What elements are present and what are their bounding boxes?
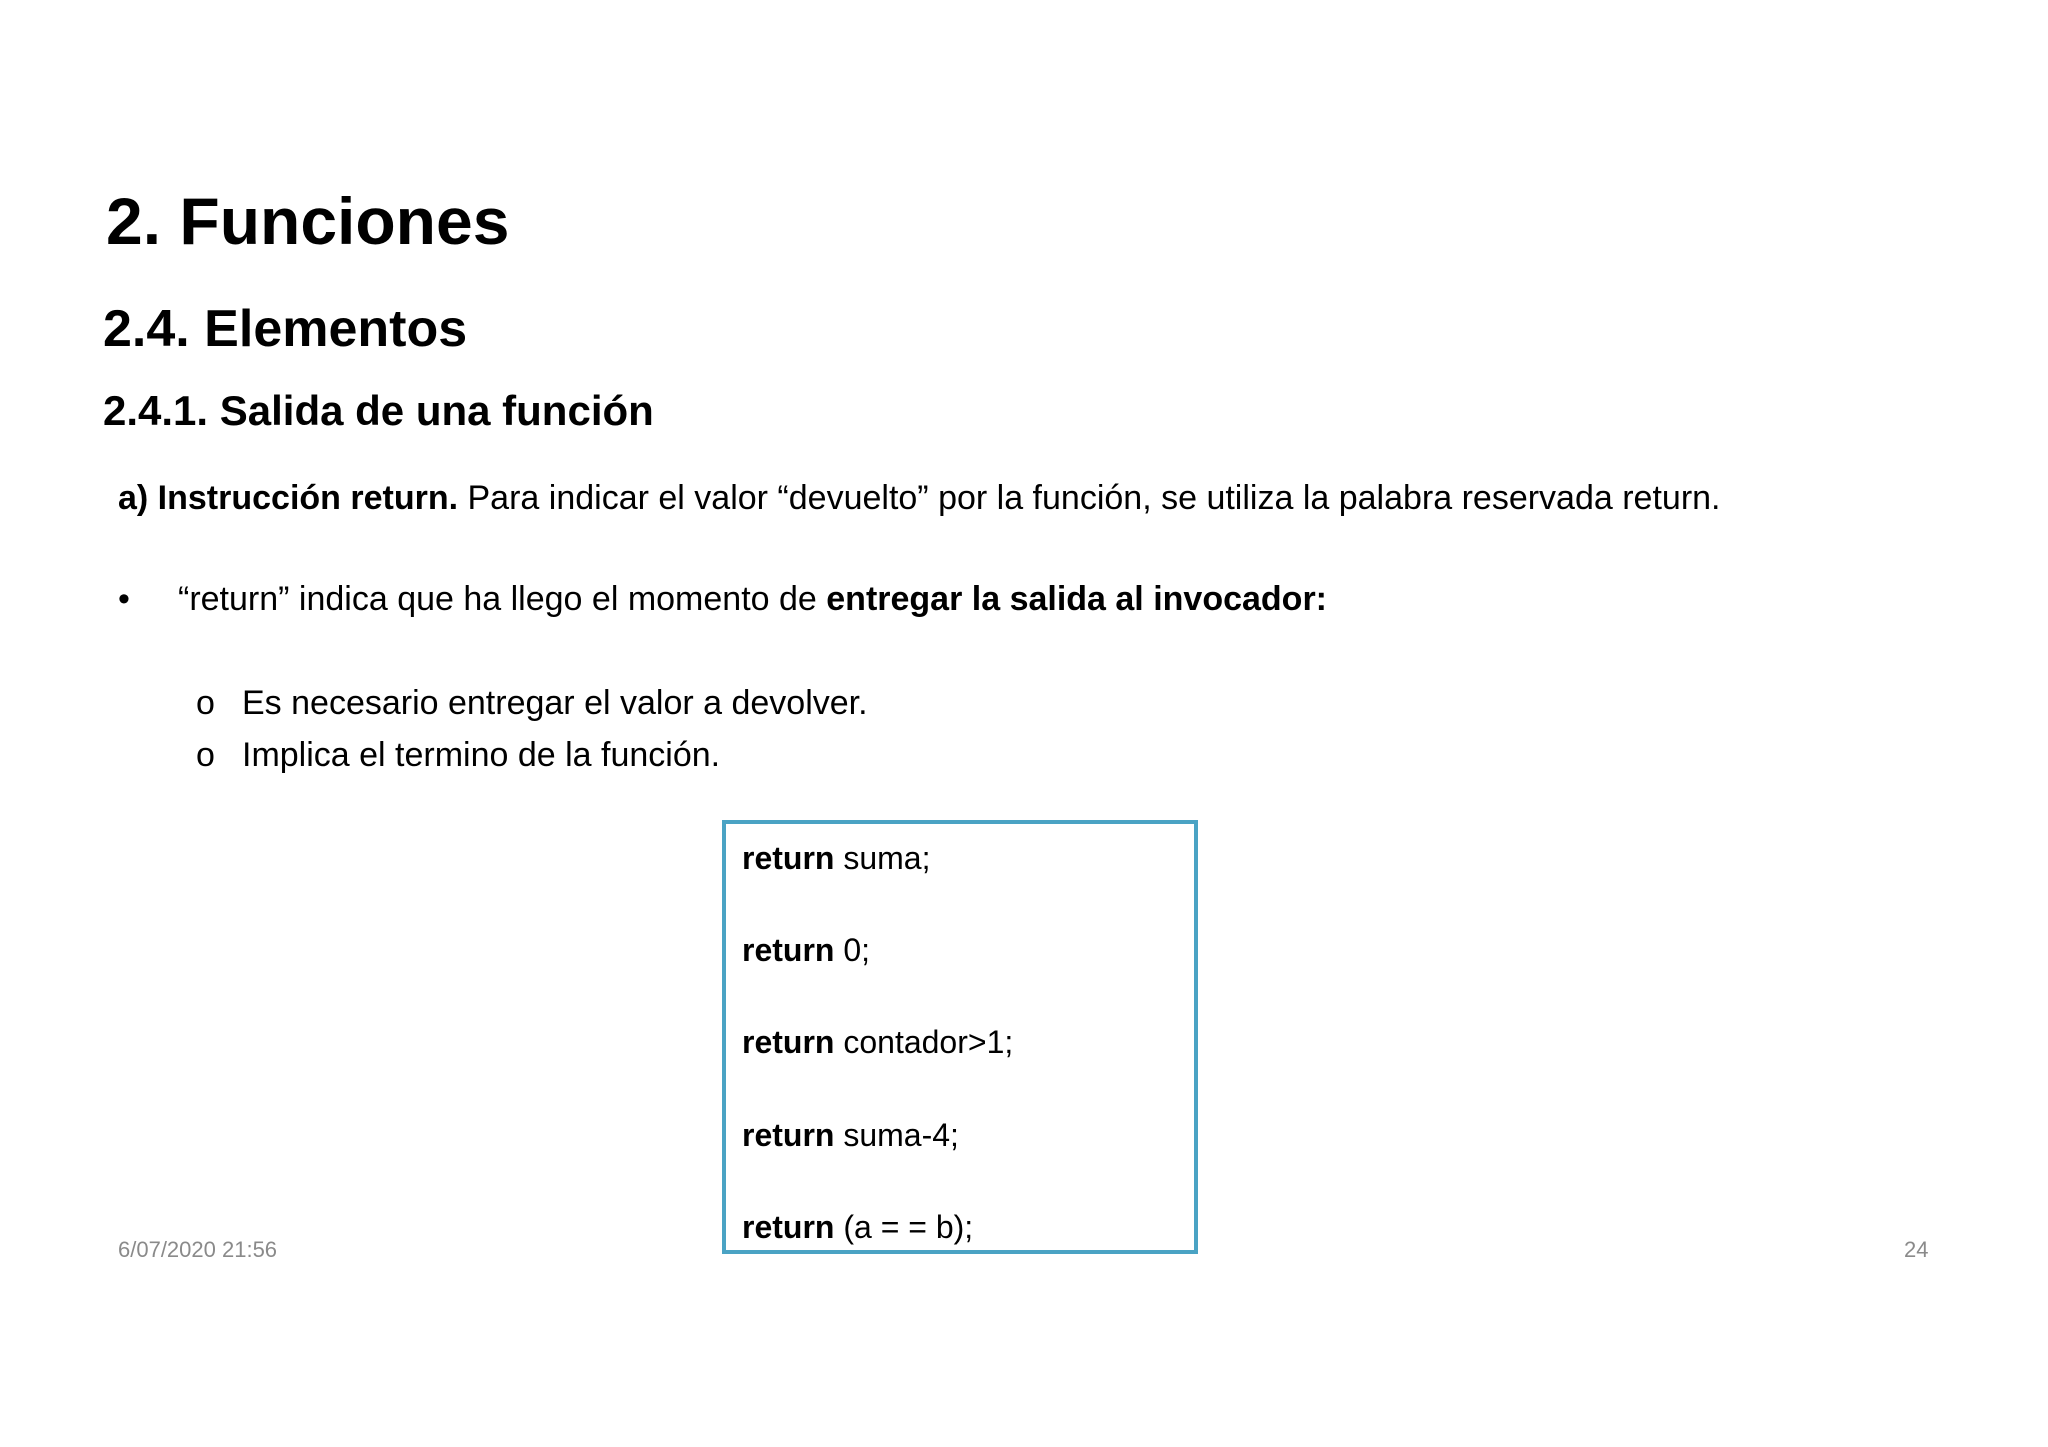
page-number: 24: [1904, 1237, 1929, 1262]
code-keyword: return: [742, 1117, 835, 1153]
sub-bullet-marker: o: [196, 684, 215, 722]
subsection-heading: 2.4.1. Salida de una función: [103, 387, 654, 434]
sub-list-item: [196, 686, 868, 720]
bullet-marker: •: [118, 580, 130, 618]
code-line: [742, 934, 870, 966]
code-keyword: return: [742, 1024, 835, 1060]
code-keyword: return: [742, 840, 835, 876]
code-expression: contador>1;: [834, 1024, 1014, 1060]
bullet-item: [118, 582, 1327, 616]
sub-list-item: [196, 738, 720, 772]
sub-list-text: Es necesario entregar el valor a devolver.: [242, 684, 868, 722]
code-line: [742, 1211, 973, 1243]
intro-text: Para indicar el valor “devuelto” por la función, se utiliza la palabra reservada return.: [458, 479, 1721, 517]
code-expression: (a = = b);: [834, 1209, 974, 1245]
section-heading: 2.4. Elementos: [103, 300, 468, 358]
sub-bullet-marker: o: [196, 736, 215, 774]
code-line: [742, 842, 930, 874]
code-line: [742, 1026, 1013, 1058]
bullet-bold-text: entregar la salida al invocador:: [826, 580, 1328, 618]
code-expression: suma-4;: [834, 1117, 959, 1153]
code-expression: suma;: [834, 840, 931, 876]
bullet-text: “return” indica que ha llego el momento de: [178, 580, 827, 618]
intro-label: a) Instrucción return.: [118, 479, 459, 517]
code-example-box: [722, 820, 1198, 1254]
intro-paragraph: [118, 481, 1721, 515]
footer-date: 6/07/2020 21:56: [118, 1237, 278, 1262]
code-line: [742, 1119, 959, 1151]
code-expression: 0;: [834, 932, 871, 968]
code-keyword: return: [742, 1209, 835, 1245]
sub-list-text: Implica el termino de la función.: [242, 736, 721, 774]
code-keyword: return: [742, 932, 835, 968]
slide-title: 2. Funciones: [106, 184, 510, 258]
